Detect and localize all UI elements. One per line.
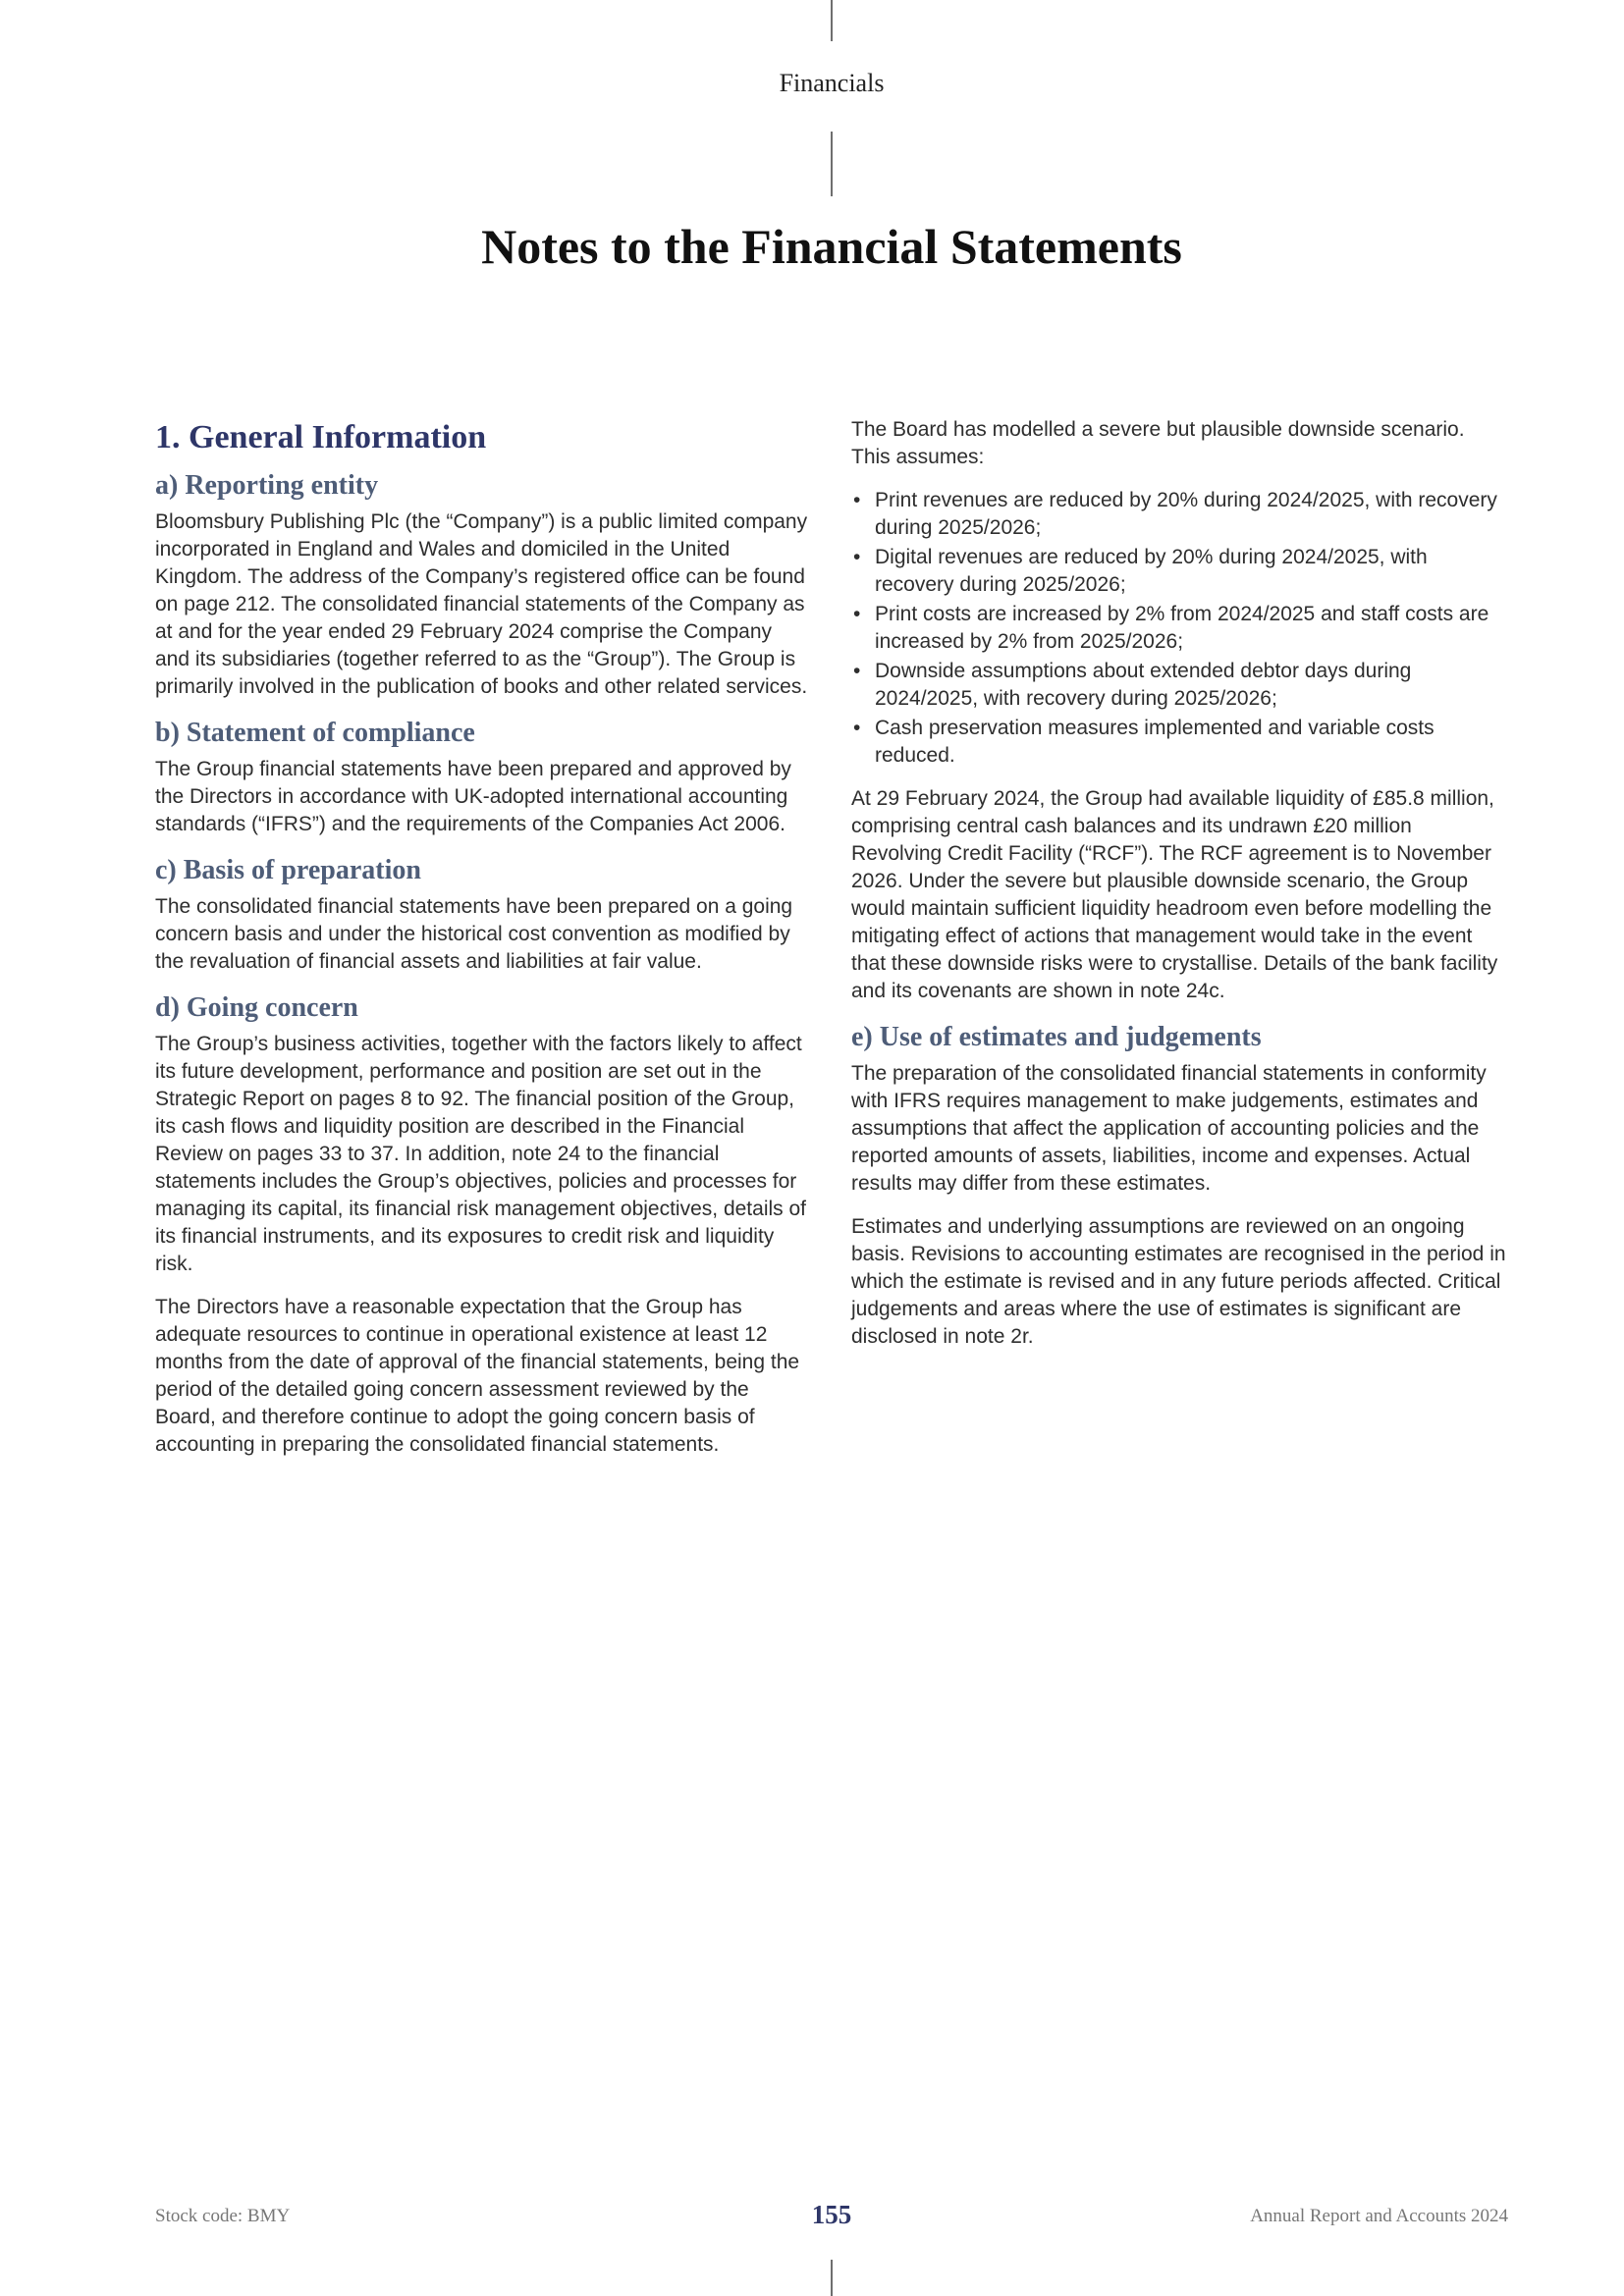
section-heading-general-information: 1. General Information [155,419,487,455]
subheading-use-of-estimates: e) Use of estimates and judgements [851,1022,1262,1052]
paragraph-basis-of-preparation: The consolidated financial statements have been prepared on a going concern basis and under the historical cost convention as modified by the revaluation of financial assets and liabilities at fair value. [155,895,793,973]
paragraph-going-concern-2: The Directors have a reasonable expectation that the Group has adequate resources to continue in operational existence at least 12 months from the date of approval of the financial statements, being the period of the detailed going concern assessment reviewed by the Board, and therefore continue to adopt the going concern basis of accounting in preparing the consolidated financial statements. [155,1296,800,1456]
paragraph-estimates-1: The preparation of the consolidated financial statements in conformity with IFRS requires management to make judgements, estimates and assumptions that affect the application of accounting policies and the reported amounts of assets, liabilities, income and expenses. Actual results may differ from these estimates. [851,1062,1487,1195]
paragraph-going-concern-1: The Group’s business activities, together with the factors likely to affect its future development, performance and position are set out in the Strategic Report on pages 8 to 92. The financial position of the Group, its cash flows and liquidity position are described in the Financial Review on pages 33 to 37. In addition, note 24 to the financial statements includes the Group’s objectives, policies and processes for managing its capital, its financial risk management objectives, details of its financial instruments, and its exposures to credit risk and liquidity risk. [155,1033,806,1275]
downside-assumptions-list [851,487,1507,770]
top-divider-line [831,0,833,41]
page-number: 155 [811,2200,852,2229]
bullet-icon: • [853,660,861,682]
page-title: Notes to the Financial Statements [481,219,1182,274]
list-item-text: Print costs are increased by 2% from 2024/2025 and staff costs are increased by 2% from 2025/2026; [875,603,1489,653]
list-item [851,715,1507,770]
list-item [851,544,1507,599]
bottom-divider-line [831,2260,833,2296]
paragraph-downside-intro: The Board has modelled a severe but plausible downside scenario. This assumes: [851,418,1465,468]
subheading-basis-of-preparation: c) Basis of preparation [155,855,421,885]
list-item-text: Downside assumptions about extended debtor days during 2024/2025, with recovery during 2025/2026; [875,660,1412,710]
bullet-icon: • [853,546,861,568]
list-item [851,487,1507,542]
paragraph-estimates-2: Estimates and underlying assumptions are reviewed on an ongoing basis. Revisions to accounting estimates are recognised in the period in which the estimate is revised and in any future periods affected. Critical judgements and areas where the use of estimates is significant are disclosed in note 2r. [851,1215,1506,1348]
bullet-icon: • [853,603,861,625]
list-item-text: Digital revenues are reduced by 20% during 2024/2025, with recovery during 2025/2026; [875,546,1428,596]
list-item-text: Cash preservation measures implemented and variable costs reduced. [875,717,1435,767]
subheading-statement-of-compliance: b) Statement of compliance [155,718,475,748]
header-divider-line [831,132,833,196]
footer-stock-code: Stock code: BMY [155,2206,291,2226]
left-column [155,416,811,1474]
paragraph-liquidity: At 29 February 2024, the Group had available liquidity of £85.8 million, comprising central cash balances and its undrawn £20 million Revolving Credit Facility (“RCF”). The RCF agreement is to November 2026. Under the severe but plausible downside scenario, the Group would maintain sufficient liquidity headroom even before modelling the mitigating effect of actions that management would take in the event that these downside risks were to crystallise. Details of the bank facility and its covenants are shown in note 24c. [851,787,1498,1002]
list-item [851,601,1507,656]
bullet-icon: • [853,489,861,511]
subheading-going-concern: d) Going concern [155,992,358,1023]
paragraph-statement-of-compliance: The Group financial statements have been prepared and approved by the Directors in accordance with UK-adopted international accounting standards (“IFRS”) and the requirements of the Companies Act 2006. [155,758,791,835]
section-label: Financials [779,69,885,97]
bullet-icon: • [853,717,861,739]
footer-report-name: Annual Report and Accounts 2024 [1250,2206,1508,2226]
list-item [851,658,1507,713]
right-column [851,416,1507,1366]
subheading-reporting-entity: a) Reporting entity [155,470,379,501]
list-item-text: Print revenues are reduced by 20% during 2024/2025, with recovery during 2025/2026; [875,489,1497,539]
paragraph-reporting-entity: Bloomsbury Publishing Plc (the “Company”) is a public limited company incorporated in England and Wales and domiciled in the United Kingdom. The address of the Company’s registered office can be found on page 212. The consolidated financial statements of the Company as at and for the year ended 29 February 2024 comprise the Company and its subsidiaries (together referred to as the “Group”). The Group is primarily involved in the publication of books and other related services. [155,510,808,698]
